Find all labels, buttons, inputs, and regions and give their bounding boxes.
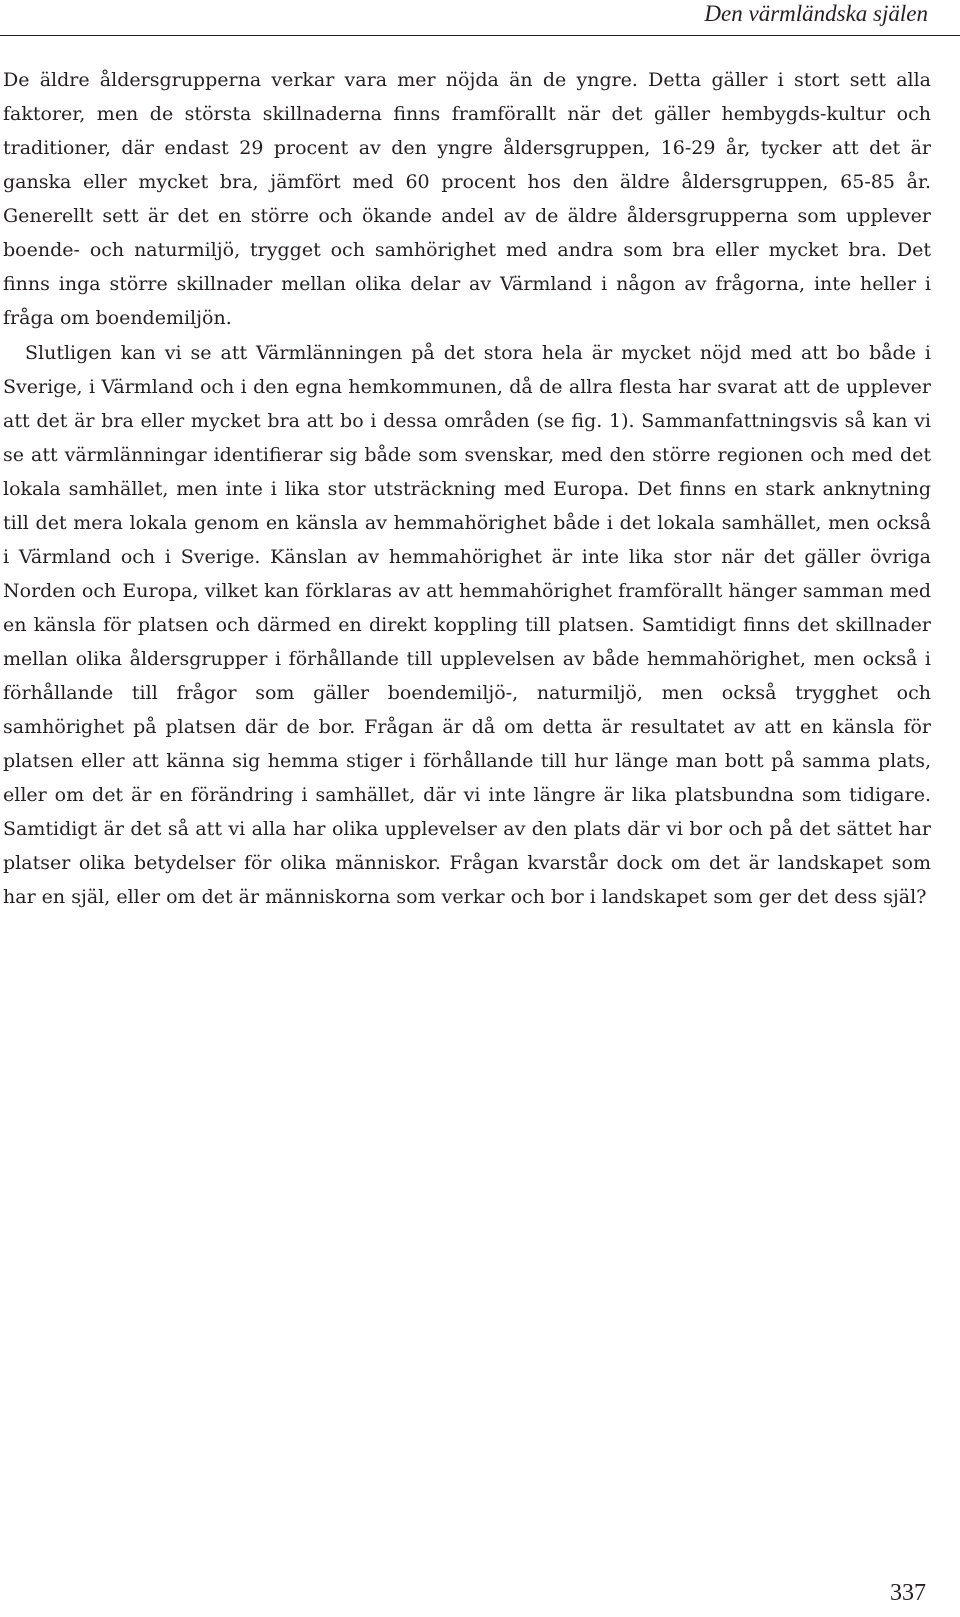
- running-header-title: Den värmländska själen: [704, 1, 928, 26]
- body-text-block-1: [3, 63, 931, 335]
- page-number: 337: [890, 1580, 926, 1606]
- body-text-block-2: [3, 336, 931, 914]
- paragraph: Slutligen kan vi se att Värmlänningen på det stora hela är mycket nöjd med att bo både i Sverige, i Värmland och i den egna hemkommunen, då de allra flesta har svarat att de upplever att det är bra eller mycket bra att bo i dessa områden (se fig. 1). Sammanfattningsvis så kan vi se att värmlänningar identifierar sig både som svenskar, med den större regionen och med det lokala samhället, men inte i lika stor utsträckning med Europa. Det finns en stark anknytning till det mera lokala genom en känsla av hemmahörighet både i det lokala samhället, men också i Värmland och i Sverige. Känslan av hemmahörighet är inte lika stor när det gäller övriga Norden och Europa, vilket kan förklaras av att hemmahörighet framförallt hänger samman med en känsla för platsen och därmed en direkt koppling till platsen. Samtidigt finns det skillnader mellan olika åldersgrupper i förhållande till upplevelsen av både hemmahörighet, men också i förhållande till frågor som gäller boendemiljö-, naturmiljö, men också trygghet och samhörighet på platsen där de bor. Frågan är då om detta är resultatet av att en känsla för platsen eller att känna sig hemma stiger i förhållande till hur länge man bott på samma plats, eller om det är en förändring i samhället, där vi inte längre är lika platsbundna som tidigare. Samtidigt är det så att vi alla har olika upplevelser av den plats där vi bor och på det sättet har platser olika betydelser för olika människor. Frågan kvarstår dock om det är landskapet som har en själ, eller om det är människorna som verkar och bor i landskapet som ger det dess själ?: [3, 342, 931, 908]
- paragraph: De äldre åldersgrupperna verkar vara mer nöjda än de yngre. Detta gäller i stort sett alla faktorer, men de största skillnaderna finns framförallt när det gäller hembygds-kultur och traditioner, där endast 29 procent av den yngre åldersgruppen, 16-29 år, tycker att det är ganska eller mycket bra, jämfört med 60 procent hos den äldre åldersgruppen, 65-85 år. Generellt sett är det en större och ökande andel av de äldre åldersgrupperna som upplever boende- och naturmiljö, trygget och samhörighet med andra som bra eller mycket bra. Det finns inga större skillnader mellan olika delar av Värmland i någon av frågorna, inte heller i fråga om boendemiljön.: [3, 69, 931, 329]
- header-divider: [0, 35, 960, 36]
